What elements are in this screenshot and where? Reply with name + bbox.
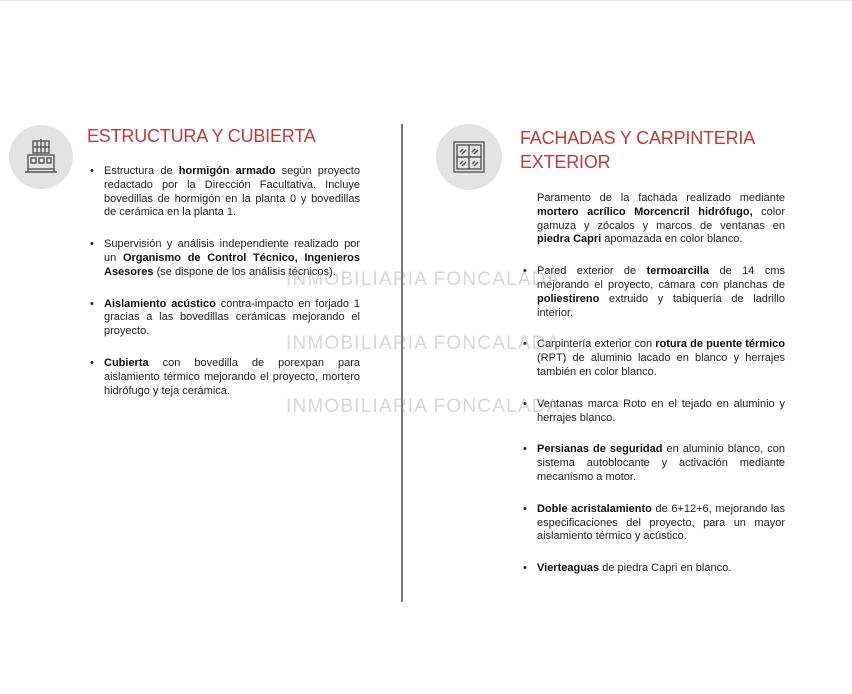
facade-section-title [520, 126, 755, 174]
facade-list [537, 192, 785, 576]
list-item: • Persianas de seguridad en aluminio blanco, con sistema autoblocante y activación mediante mecanismo a motor. [537, 443, 785, 484]
column-divider [401, 124, 403, 602]
watermark: INMOBILIARIA FONCALADA [286, 396, 561, 417]
list-item: • Pared exterior de termoarcilla de 14 cms mejorando el proyecto, cámara con planchas de poliestireno extruido y tabiquería de ladrillo interior. [537, 265, 785, 320]
building-icon-circle [9, 125, 73, 189]
facade-title-line1: FACHADAS Y CARPINTERIA [520, 128, 755, 148]
watermark: INMOBILIARIA FONCALADA [286, 333, 561, 354]
window-icon-circle [436, 124, 502, 190]
list-item: • Supervisión y análisis independiente realizado por un Organismo de Control Técnico, Ingenieros Asesores (se dispone de los análisis técnicos). [104, 238, 360, 279]
list-item: • Cubierta con bovedilla de porexpan para aislamiento térmico mejorando el proyecto, mortero hidrófugo y teja cerámica. [104, 357, 360, 398]
list-item: • Doble acristalamiento de 6+12+6, mejorando las especificaciones del proyecto, para un mayor aislamiento térmico y acústico. [537, 503, 785, 544]
top-border [0, 0, 852, 1]
list-item: • Carpintería exterior con rotura de puente térmico (RPT) de aluminio lacado en blanco y herrajes también en color blanco. [537, 338, 785, 379]
window-icon [452, 140, 486, 174]
structure-section-title: ESTRUCTURA Y CUBIERTA [87, 126, 316, 146]
list-item: • Aislamiento acústico contra-impacto en forjado 1 gracias a las bovedillas cerámicas mejorando el proyecto. [104, 298, 360, 339]
list-item: • Estructura de hormigón armado según proyecto redactado por la Dirección Facultativa. Incluye bovedillas de hormigón en la planta 0 y bovedillas de cerámica en la planta 1. [104, 165, 360, 220]
list-item: • Ventanas marca Roto en el tejado en aluminio y herrajes blanco. [537, 398, 785, 426]
facade-title-line2: EXTERIOR [520, 152, 611, 172]
watermark: INMOBILIARIA FONCALADA [286, 269, 561, 290]
building-icon [24, 138, 58, 176]
structure-list [104, 165, 360, 398]
intro-paragraph: Paramento de la fachada realizado mediante mortero acrílico Morcencril hidrófugo, color gamuza y zócalos y marcos de ventanas en piedra Capri apomazada en color blanco. [537, 192, 785, 246]
list-item: • Vierteaguas de piedra Capri en blanco. [537, 562, 785, 576]
